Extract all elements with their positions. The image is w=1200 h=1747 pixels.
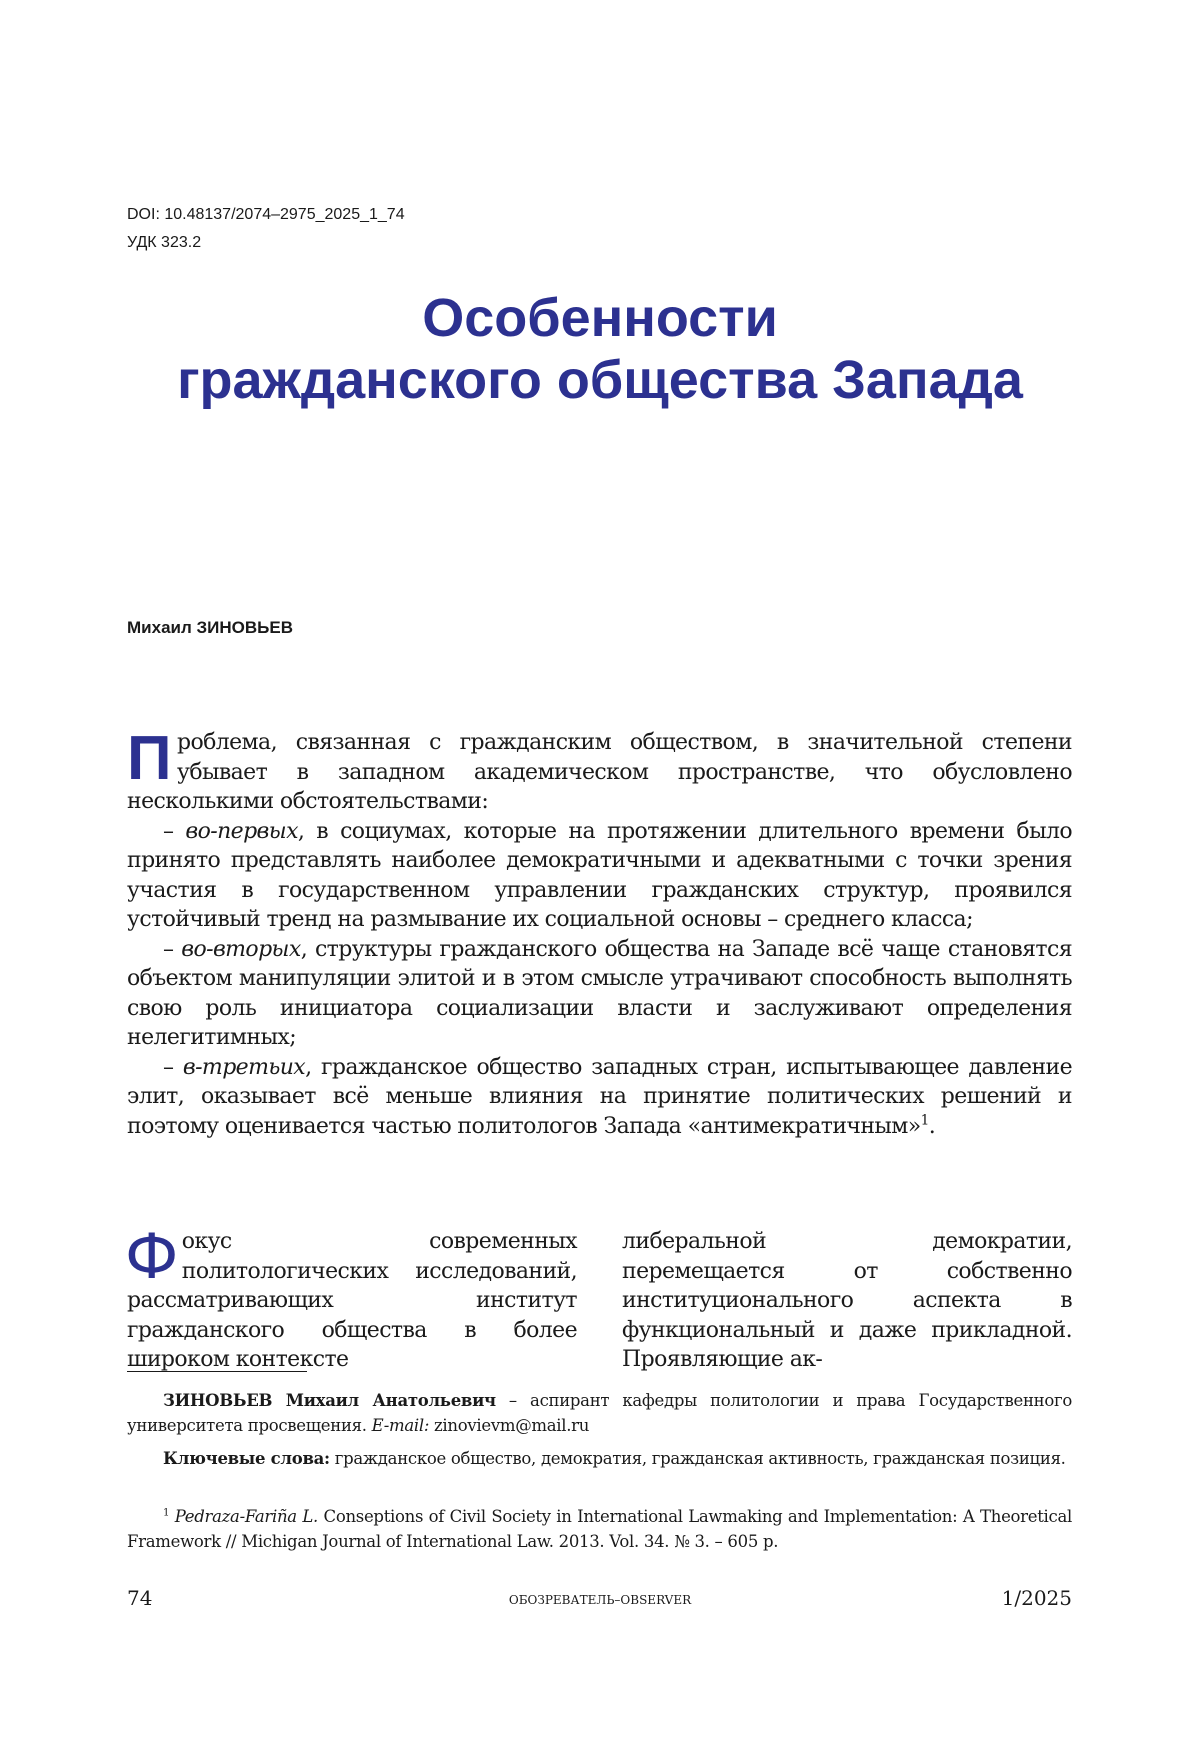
abstract-item-3	[127, 1053, 1072, 1142]
item-tail: .	[929, 1114, 935, 1139]
footnote-keywords	[127, 1446, 1072, 1471]
fn-keywords-label: Ключевые слова:	[163, 1449, 330, 1468]
fn-note-author: Pedraza-Fariña L.	[175, 1507, 318, 1526]
abstract-intro	[127, 728, 1072, 817]
abstract	[127, 728, 1072, 1141]
footnote-ref[interactable]: 1	[921, 1112, 929, 1128]
fn-email[interactable]: zinovievm@mail.ru	[429, 1416, 589, 1435]
item-dash: –	[163, 1055, 183, 1080]
title-line-2: гражданского общества Запада	[177, 350, 1023, 410]
item-emphasis: во-первых	[185, 819, 298, 844]
body-left-text: окус современных политологических исследований, рассматривающих институт гражданского общества в более широком контексте	[127, 1229, 577, 1372]
doi-line: DOI: 10.48137/2074–2975_2025_1_74	[127, 206, 405, 224]
journal-name: ОБОЗРЕВАТЕЛЬ–OBSERVER	[0, 1593, 1200, 1607]
page	[0, 0, 1200, 1747]
footnote-author	[127, 1388, 1072, 1438]
item-text: , структуры гражданского общества на Западе всё чаще становятся объектом манипуляции элитой и в этом смысле утрачивают способность выполнять свою роль инициатора социализации власти и заслуживают определения нелегитимных;	[127, 937, 1072, 1051]
item-dash: –	[163, 819, 185, 844]
item-dash: –	[163, 937, 181, 962]
item-emphasis: в-третьих	[183, 1055, 305, 1080]
body-column-right	[622, 1227, 1072, 1375]
abstract-item-2	[127, 935, 1072, 1053]
fn-note-number: 1	[163, 1508, 169, 1519]
footnote-divider	[127, 1371, 307, 1372]
author-name: Михаил ЗИНОВЬЕВ	[127, 618, 293, 638]
fn-keywords-text: гражданское общество, демократия, гражданская активность, гражданская позиция.	[330, 1449, 1066, 1468]
fn-author-name: ЗИНОВЬЕВ Михаил Анатольевич	[163, 1391, 496, 1410]
body-right-text: либеральной демократии, перемещается от собственно институционального аспекта в функциональный и даже прикладной. Проявляющие ак-	[622, 1227, 1072, 1375]
issue-number: 1/2025	[1002, 1586, 1072, 1610]
abstract-item-1	[127, 817, 1072, 935]
page-number: 74	[127, 1586, 152, 1610]
title-line-1: Особенности	[422, 288, 778, 348]
article-title	[0, 287, 1200, 411]
dropcap-f: Ф	[125, 1231, 178, 1283]
dropcap-p: П	[127, 734, 171, 784]
body-column-left	[127, 1227, 577, 1375]
item-text: , гражданское общество западных стран, испытывающее давление элит, оказывает всё меньше влияния на принятие политических решений и поэтому оценивается частью политологов Запада «антимекратичным»	[127, 1055, 1072, 1139]
abstract-intro-text: роблема, связанная с гражданским обществом, в значительной степени убывает в западном академическом пространстве, что обусловлено несколькими обстоятельствами:	[127, 730, 1072, 814]
item-text: , в социумах, которые на протяжении длительного времени было принято представлять наиболее демократичными и адекватными с точки зрения участия в государственном управлении гражданских структур, проявился устойчивый тренд на размывание их социальной основы – среднего класса;	[127, 819, 1072, 933]
footnote-1	[127, 1504, 1072, 1554]
udk-line: УДК 323.2	[127, 234, 201, 252]
fn-email-label: E-mail:	[372, 1416, 429, 1435]
fn-note-text: Conseptions of Civil Society in International Lawmaking and Implementation: A Theoretical Framework // Michigan Journal of International Law. 2013. Vol. 34. № 3. – 605 p.	[127, 1507, 1072, 1551]
fn-author-desc: – аспирант кафедры политологии и права Государственного университета просвещения.	[127, 1391, 1072, 1435]
item-emphasis: во-вторых	[181, 937, 300, 962]
